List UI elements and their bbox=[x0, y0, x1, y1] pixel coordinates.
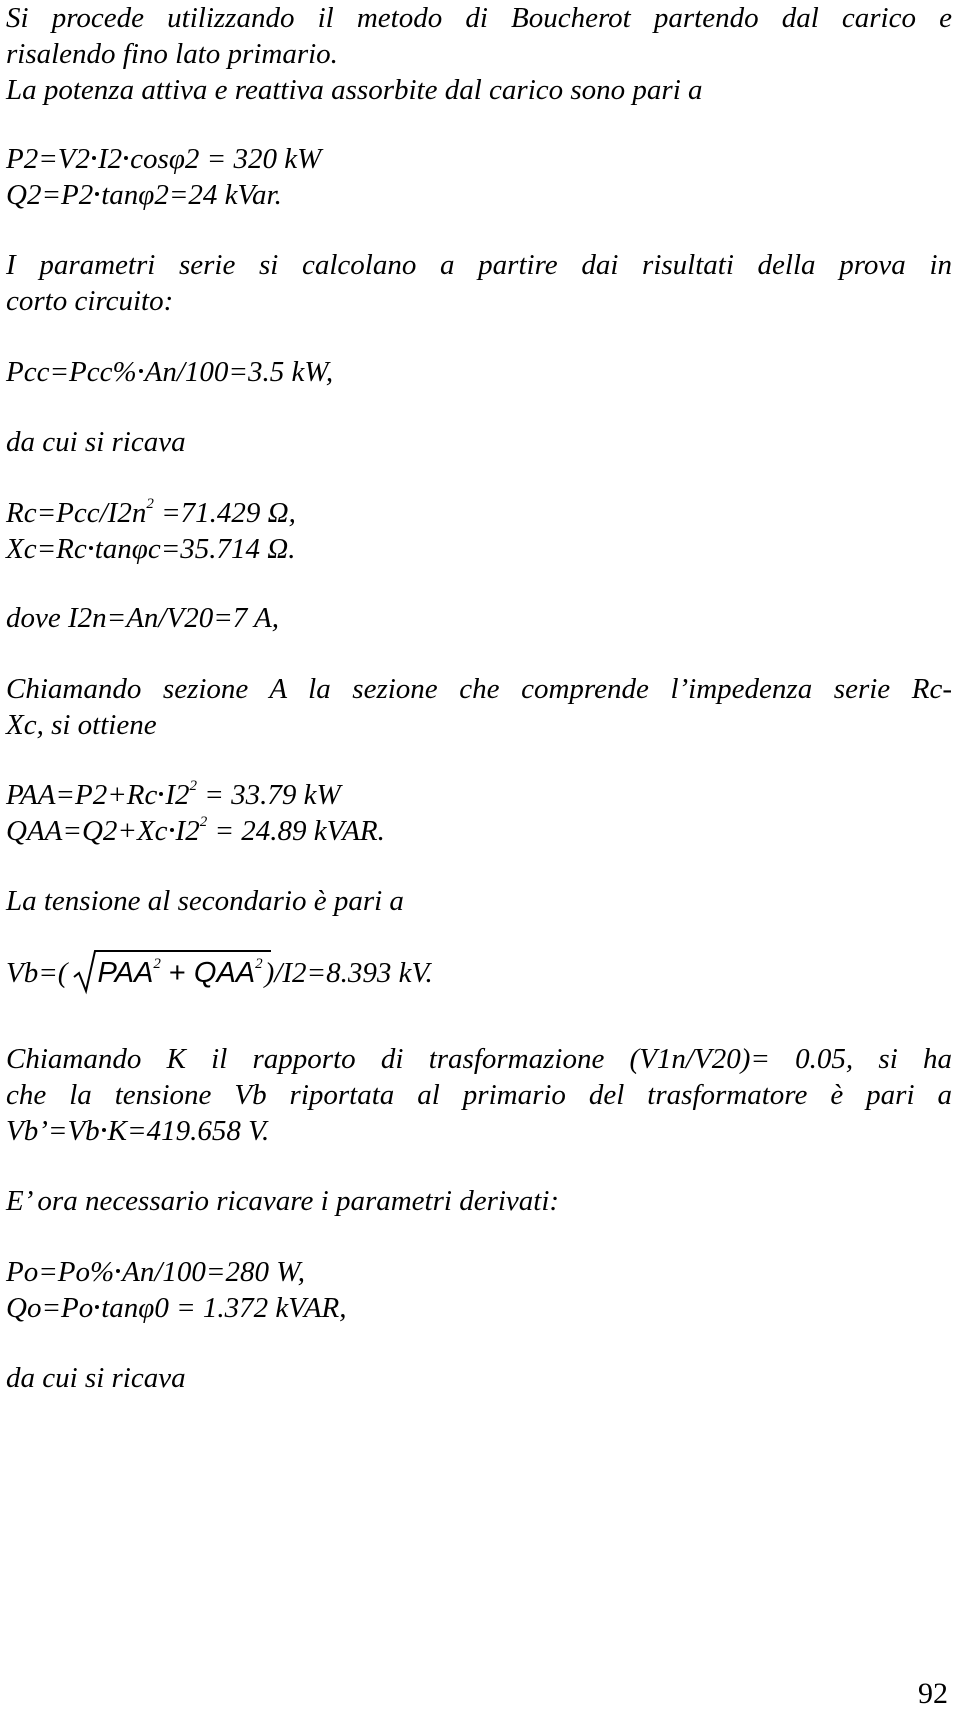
paragraph-derived-params: E’ ora necessario ricavare i parametri derivati: bbox=[6, 1185, 560, 1217]
paragraph-ratio-line-2: che la tensione Vb riportata al primario del trasformatore è pari a bbox=[6, 1079, 952, 1111]
formula-pcc bbox=[6, 354, 333, 390]
formula-p2-part-2: I2 bbox=[98, 143, 123, 175]
multiply-dot-icon bbox=[102, 1128, 106, 1132]
formula-vb-primary-part-1: Vb’=Vb bbox=[6, 1115, 100, 1147]
formula-po-part-2: An/100=280 W, bbox=[122, 1256, 305, 1288]
paragraph-section-a-line-1: Chiamando sezione A la sezione che comprende l’impedenza serie Rc- bbox=[6, 673, 952, 705]
paragraph-series-line-1: I parametri serie si calcolano a partire dai risultati della prova in bbox=[6, 249, 952, 281]
paragraph-boucherot-line-2: risalendo fino lato primario. bbox=[6, 38, 338, 70]
square-root bbox=[73, 955, 262, 991]
formula-p2-part-1: P2=V2 bbox=[6, 143, 90, 175]
multiply-dot-icon bbox=[170, 828, 174, 832]
formula-qaa-part-3: = 24.89 kVAR. bbox=[207, 815, 385, 847]
superscript: 2 bbox=[153, 956, 161, 972]
multiply-dot-icon bbox=[92, 156, 96, 160]
formula-p2-part-3: cosφ2 = 320 kW bbox=[130, 143, 322, 175]
formula-q2-part-2: tanφ2=24 kVar. bbox=[101, 179, 282, 211]
formula-rc-part-2: =71.429 Ω, bbox=[153, 497, 296, 529]
formula-xc-part-2: tanφc=35.714 Ω. bbox=[94, 533, 296, 565]
formula-xc-part-1: Xc=Rc bbox=[6, 533, 87, 565]
formula-qo-part-2: tanφ0 = 1.372 kVAR, bbox=[101, 1292, 347, 1324]
formula-paa-part-1: PAA=P2+Rc bbox=[6, 779, 158, 811]
superscript: 2 bbox=[255, 956, 263, 972]
formula-q2 bbox=[6, 177, 282, 213]
formula-rc bbox=[6, 495, 296, 531]
superscript: 2 bbox=[189, 778, 198, 794]
formula-pcc-part-1: Pcc=Pcc% bbox=[6, 356, 137, 388]
multiply-dot-icon bbox=[116, 1269, 120, 1273]
paragraph-boucherot-line-1: Si procede utilizzando il metodo di Boucherot partendo dal carico e bbox=[6, 2, 952, 34]
superscript: 2 bbox=[199, 814, 208, 830]
formula-qo bbox=[6, 1290, 347, 1326]
text-da-cui-si-ricava-1: da cui si ricava bbox=[6, 426, 186, 458]
formula-paa-part-3: = 33.79 kW bbox=[197, 779, 341, 811]
multiply-dot-icon bbox=[89, 546, 93, 550]
formula-i2n: dove I2n=An/V20=7 A, bbox=[6, 602, 279, 634]
formula-vb-part-2: )/I2=8.393 kV. bbox=[264, 957, 433, 989]
formula-q2-part-1: Q2=P2 bbox=[6, 179, 94, 211]
multiply-dot-icon bbox=[139, 369, 143, 373]
formula-qaa-part-2: I2 bbox=[175, 815, 200, 847]
formula-qaa bbox=[6, 813, 385, 849]
paragraph-section-a-line-2: Xc, si ottiene bbox=[6, 709, 157, 741]
formula-qaa-part-1: QAA=Q2+Xc bbox=[6, 815, 168, 847]
formula-vb-primary-part-2: K=419.658 V. bbox=[107, 1115, 270, 1147]
formula-vb-primary bbox=[6, 1113, 269, 1149]
formula-p2 bbox=[6, 141, 321, 177]
formula-po-part-1: Po=Po% bbox=[6, 1256, 115, 1288]
formula-rc-part-1: Rc=Pcc/I2n bbox=[6, 497, 147, 529]
multiply-dot-icon bbox=[124, 156, 128, 160]
paragraph-series-line-2: corto circuito: bbox=[6, 285, 174, 317]
radicand-plus: + bbox=[160, 957, 194, 989]
multiply-dot-icon bbox=[95, 1305, 99, 1309]
formula-vb bbox=[6, 955, 433, 991]
superscript: 2 bbox=[146, 496, 154, 512]
document-page bbox=[6, 0, 954, 1726]
square-root-icon bbox=[73, 949, 273, 995]
formula-pcc-part-2: An/100=3.5 kW, bbox=[144, 356, 334, 388]
paragraph-load-power: La potenza attiva e reattiva assorbite dal carico sono pari a bbox=[6, 74, 703, 106]
text-da-cui-si-ricava-2: da cui si ricava bbox=[6, 1362, 186, 1394]
multiply-dot-icon bbox=[95, 192, 99, 196]
page-number: 92 bbox=[918, 1677, 948, 1710]
multiply-dot-icon bbox=[159, 792, 163, 796]
radicand-paa: PAA bbox=[97, 957, 154, 989]
formula-qo-part-1: Qo=Po bbox=[6, 1292, 94, 1324]
formula-po bbox=[6, 1254, 305, 1290]
paragraph-ratio-line-1: Chiamando K il rapporto di trasformazione (V1n/V20)= 0.05, si ha bbox=[6, 1043, 952, 1075]
radicand-qaa: QAA bbox=[193, 957, 256, 989]
formula-paa bbox=[6, 777, 341, 813]
formula-vb-part-1: Vb=( bbox=[6, 957, 68, 989]
formula-xc bbox=[6, 531, 296, 567]
paragraph-secondary-voltage: La tensione al secondario è pari a bbox=[6, 885, 404, 917]
formula-paa-part-2: I2 bbox=[165, 779, 190, 811]
